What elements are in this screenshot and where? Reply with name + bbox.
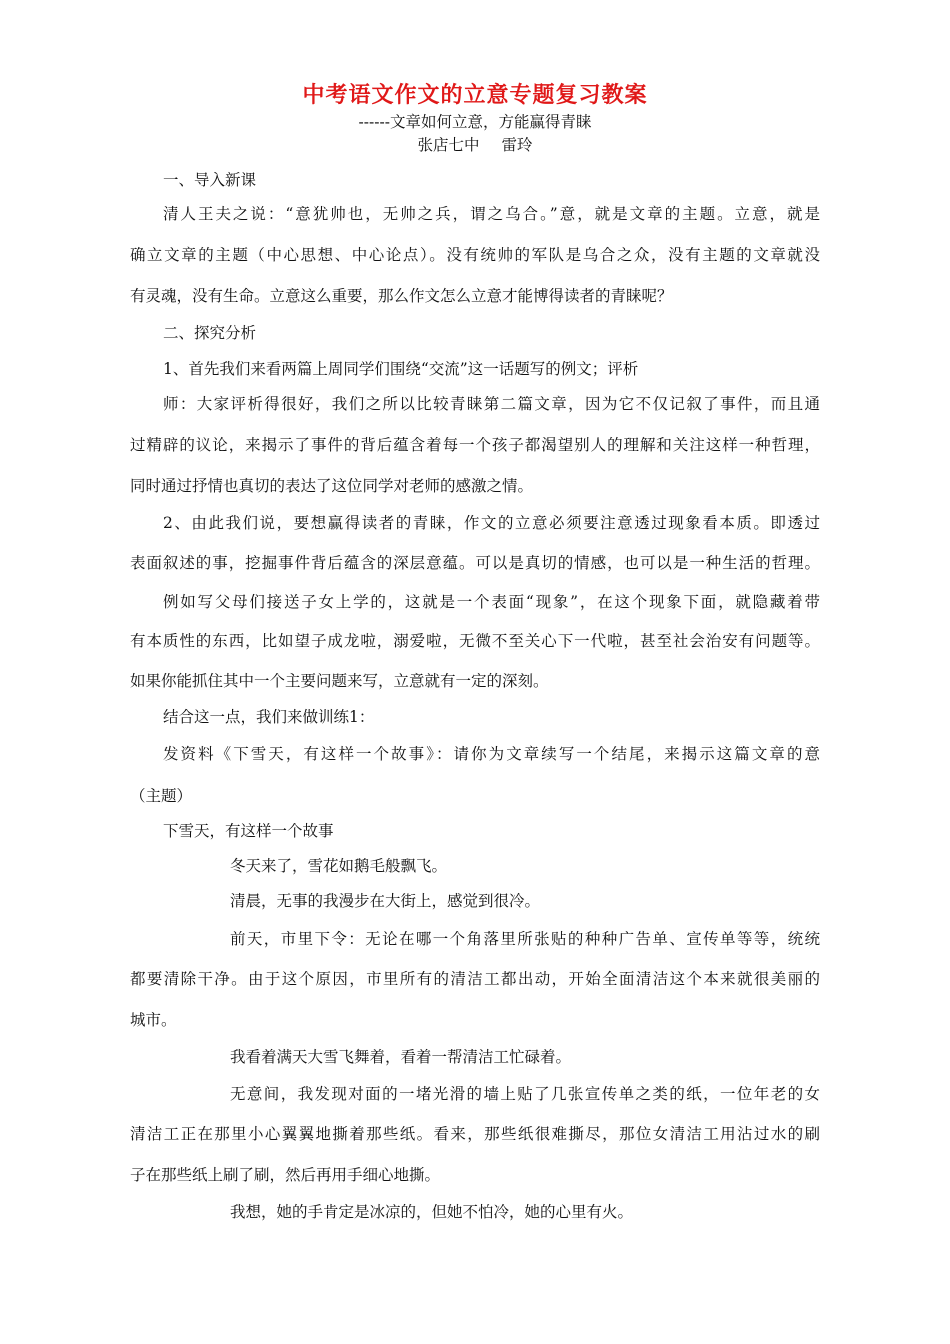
story-line: 都要清除干净。由于这个原因，市里所有的清洁工都出动，开始全面清洁这个本来就很美丽的	[130, 970, 820, 988]
paragraph-line: 师：大家评析得很好，我们之所以比较青睐第二篇文章，因为它不仅记叙了事件，而且通	[163, 395, 820, 413]
paragraph-line: 清人王夫之说：“意犹帅也，无帅之兵，谓之乌合。”意，就是文章的主题。立意，就是	[163, 205, 820, 223]
story-line: 我看着满天大雪飞舞着，看着一帮清洁工忙碌着。	[230, 1048, 572, 1066]
school-name: 张店七中	[417, 136, 480, 154]
paragraph-line: 如果你能抓住其中一个主要问题来写，立意就有一定的深刻。	[130, 672, 549, 690]
document-subtitle: ------文章如何立意，方能赢得青睐	[358, 113, 592, 131]
paragraph-line: 确立文章的主题（中心思想、中心论点）。没有统帅的军队是乌合之众，没有主题的文章就没	[130, 246, 820, 264]
story-line: 城市。	[130, 1011, 177, 1029]
story-line: 清洁工正在那里小心翼翼地撕着那些纸。看来，那些纸很难撕尽，那位女清洁工用沾过水的刷	[130, 1125, 820, 1143]
section-heading-intro: 一、导入新课	[163, 171, 257, 189]
paragraph-line: 同时通过抒情也真切的表达了这位同学对老师的感激之情。	[130, 477, 534, 495]
story-title: 下雪天，有这样一个故事	[163, 822, 334, 840]
story-line: 冬天来了，雪花如鹅毛般飘飞。	[230, 857, 448, 875]
story-line: 子在那些纸上刷了刷，然后再用手细心地撕。	[130, 1166, 441, 1184]
author-line	[0, 133, 950, 155]
paragraph-line: 例如写父母们接送子女上学的，这就是一个表面“现象”，在这个现象下面，就隐藏着带	[163, 593, 820, 611]
paragraph-line: 表面叙述的事，挖掘事件背后蕴含的深层意蕴。可以是真切的情感，也可以是一种生活的哲理。	[130, 554, 820, 572]
story-line: 无意间，我发现对面的一堵光滑的墙上贴了几张宣传单之类的纸，一位年老的女	[230, 1085, 820, 1103]
paragraph-line: （主题）	[130, 787, 193, 805]
document-title: 中考语文作文的立意专题复习教案	[302, 82, 648, 108]
paragraph-line: 结合这一点，我们来做训练1：	[163, 708, 375, 726]
paragraph-line: 过精辟的议论，来揭示了事件的背后蕴含着每一个孩子都渴望别人的理解和关注这样一种哲理，	[130, 436, 820, 454]
story-line: 清晨，无事的我漫步在大街上，感觉到很冷。	[230, 892, 541, 910]
paragraph-line: 有本质性的东西，比如望子成龙啦，溺爱啦，无微不至关心下一代啦，甚至社会治安有问题等。	[130, 632, 820, 650]
paragraph-line: 有灵魂，没有生命。立意这么重要，那么作文怎么立意才能博得读者的青睐呢？	[130, 287, 673, 305]
story-line: 我想，她的手肯定是冰凉的，但她不怕冷，她的心里有火。	[230, 1203, 634, 1221]
story-line: 前天，市里下令：无论在哪一个角落里所张贴的种种广告单、宣传单等等，统统	[230, 930, 820, 948]
paragraph-line: 2、由此我们说，要想赢得读者的青睐，作文的立意必须要注意透过现象看本质。即透过	[163, 514, 820, 532]
author-name: 雷玲	[501, 136, 533, 154]
section-heading-analysis: 二、探究分析	[163, 324, 257, 342]
paragraph-line: 1、首先我们来看两篇上周同学们围绕“交流”这一话题写的例文；评析	[163, 360, 639, 378]
paragraph-line: 发资料《下雪天，有这样一个故事》：请你为文章续写一个结尾，来揭示这篇文章的意	[163, 745, 820, 763]
